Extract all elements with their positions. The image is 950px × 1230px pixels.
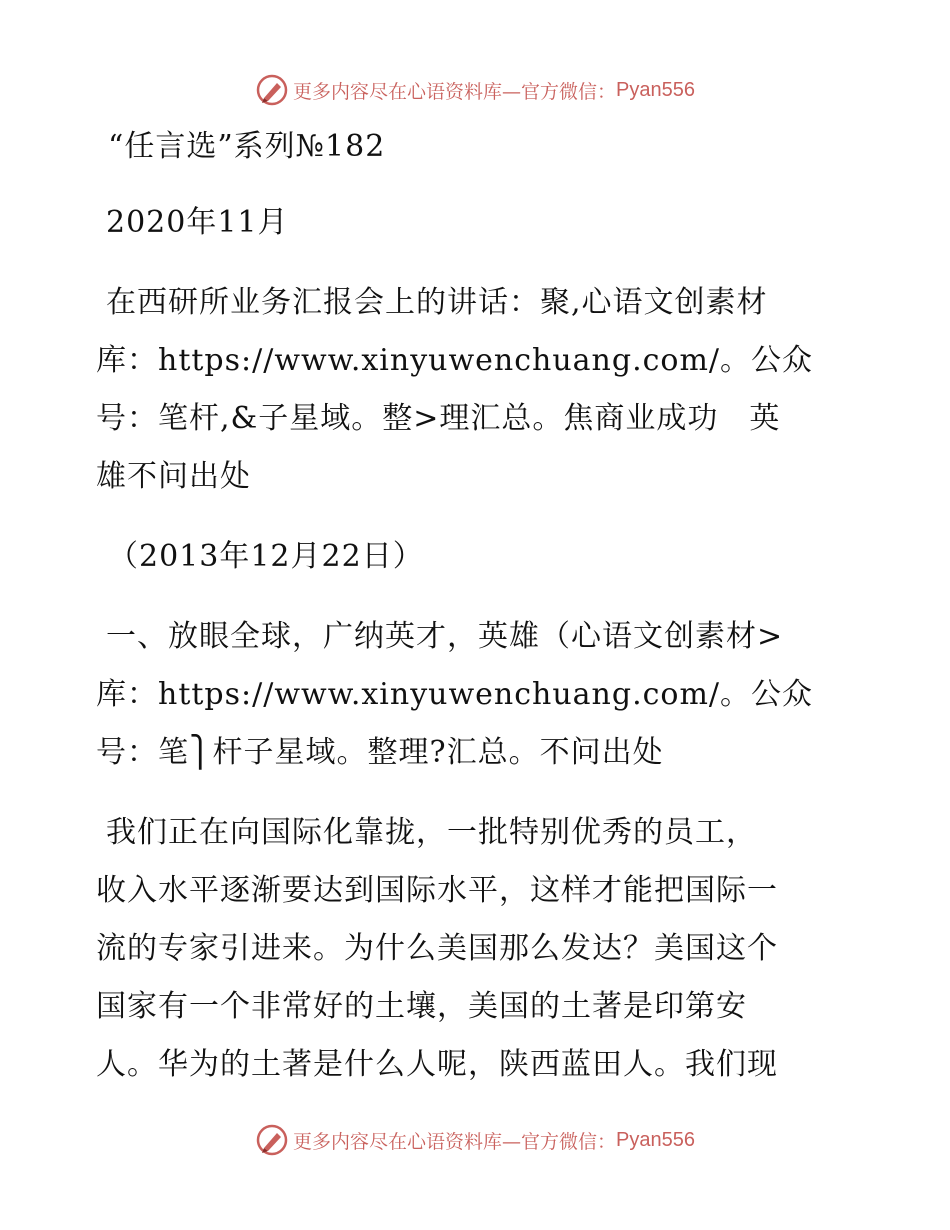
watermark-wechat-id: Pyan556: [616, 1128, 695, 1151]
body-paragraph: [96, 804, 856, 1094]
paragraph-line: 收入水平逐渐要达到国际水平，这样才能把国际一: [96, 873, 778, 908]
paragraph-line: 流的专家引进来。为什么美国那么发达？美国这个: [96, 931, 778, 966]
watermark-text: 更多内容尽在心语资料库—官方微信：: [293, 80, 617, 103]
paragraph-line: 库：https://www.xinyuwenchuang.com/。公众: [96, 343, 814, 378]
paragraph-line: 在西研所业务汇报会上的讲话：聚,心语文创素材: [106, 285, 768, 320]
paragraph-line: 国家有一个非常好的土壤，美国的土著是印第安: [96, 989, 747, 1024]
document-title: “任言选”系列№182: [108, 129, 386, 164]
paragraph-line: 我们正在向国际化靠拢，一批特别优秀的员工，: [106, 815, 757, 850]
intro-paragraph: [96, 274, 856, 506]
paragraph-line: 雄不问出处: [96, 459, 251, 494]
section-heading: [96, 608, 856, 782]
pen-logo-icon: [255, 73, 289, 107]
paragraph-line: 号：笔⎫杆子星域。整理?汇总。不问出处: [96, 735, 664, 770]
speech-date: （2013年12月22日）: [108, 539, 424, 574]
footer-watermark: [0, 1120, 950, 1160]
paragraph-line: 号：笔杆,&子星域。整>理汇总。焦商业成功 英: [96, 401, 781, 436]
document-date: 2020年11月: [106, 205, 289, 240]
paragraph-line: 人。华为的土著是什么人呢，陕西蓝田人。我们现: [96, 1047, 778, 1082]
paragraph-line: 库：https://www.xinyuwenchuang.com/。公众: [96, 677, 814, 712]
header-watermark: [0, 70, 950, 110]
document-body: [96, 118, 856, 1094]
watermark-text: 更多内容尽在心语资料库—官方微信：: [293, 1130, 617, 1153]
paragraph-line: 一、放眼全球，广纳英才，英雄（心语文创素材>: [106, 619, 784, 654]
watermark-wechat-id: Pyan556: [616, 78, 695, 101]
pen-logo-icon: [255, 1123, 289, 1157]
